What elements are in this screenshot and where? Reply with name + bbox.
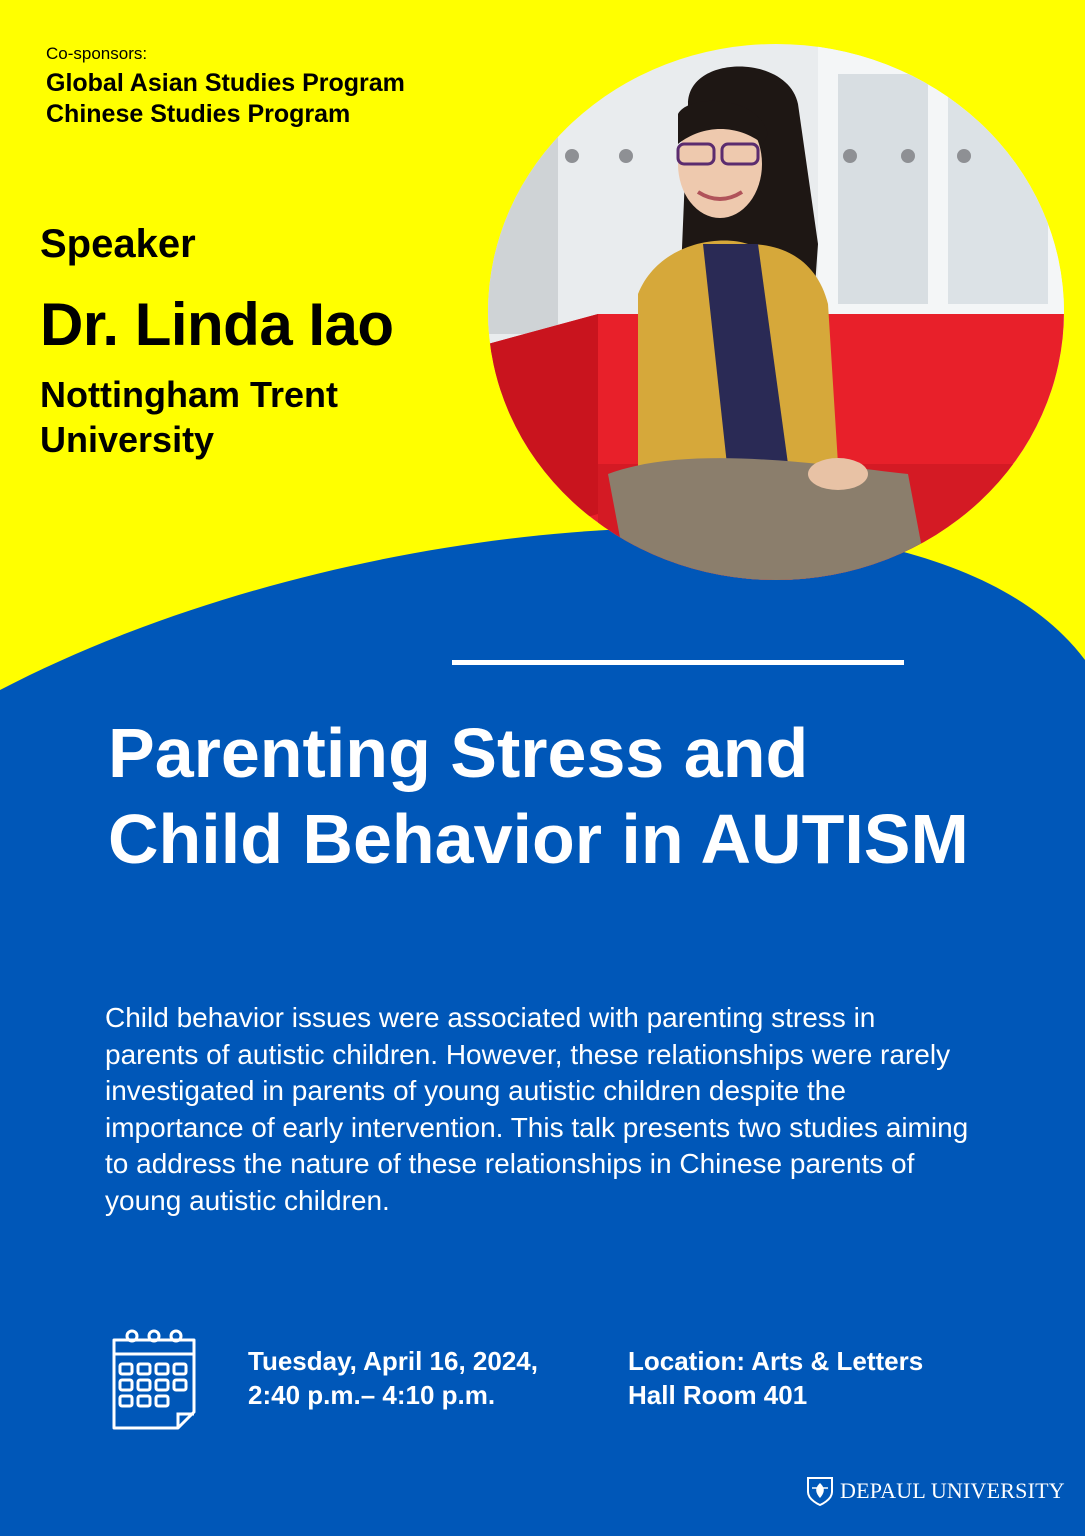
co-sponsors <box>46 44 405 130</box>
university-name: DEPAUL UNIVERSITY <box>840 1478 1065 1503</box>
depaul-logo <box>806 1476 1065 1506</box>
speaker-affiliation: Nottingham Trent University <box>40 374 338 460</box>
event-date: Tuesday, April 16, 2024, <box>248 1346 538 1376</box>
event-location-line2: Hall Room 401 <box>628 1380 808 1410</box>
divider <box>452 660 904 665</box>
calendar-icon <box>106 1328 202 1432</box>
event-datetime <box>248 1344 538 1412</box>
co-sponsors-label: Co-sponsors: <box>46 44 148 63</box>
speaker-label: Speaker <box>40 222 196 266</box>
speaker-name: Dr. Linda Iao <box>40 291 394 358</box>
sponsor-program: Global Asian Studies Program <box>46 69 405 97</box>
event-location <box>628 1344 923 1412</box>
depaul-shield-icon <box>806 1476 834 1506</box>
talk-title: Parenting Stress and Child Behavior in AUTISM <box>108 714 969 878</box>
event-location-line1: Location: Arts & Letters <box>628 1346 924 1376</box>
speaker-photo <box>488 44 1064 580</box>
event-time: 2:40 p.m.– 4:10 p.m. <box>248 1380 496 1410</box>
talk-description: Child behavior issues were associated with parenting stress in parents of autistic children. However, these relationships were rarely investigated in parents of young autistic children despite the importance of early intervention. This talk presents two studies aiming to address the nature of these relationships in Chinese parents of young autistic children. <box>105 1002 969 1216</box>
sponsor-program: Chinese Studies Program <box>46 100 351 128</box>
